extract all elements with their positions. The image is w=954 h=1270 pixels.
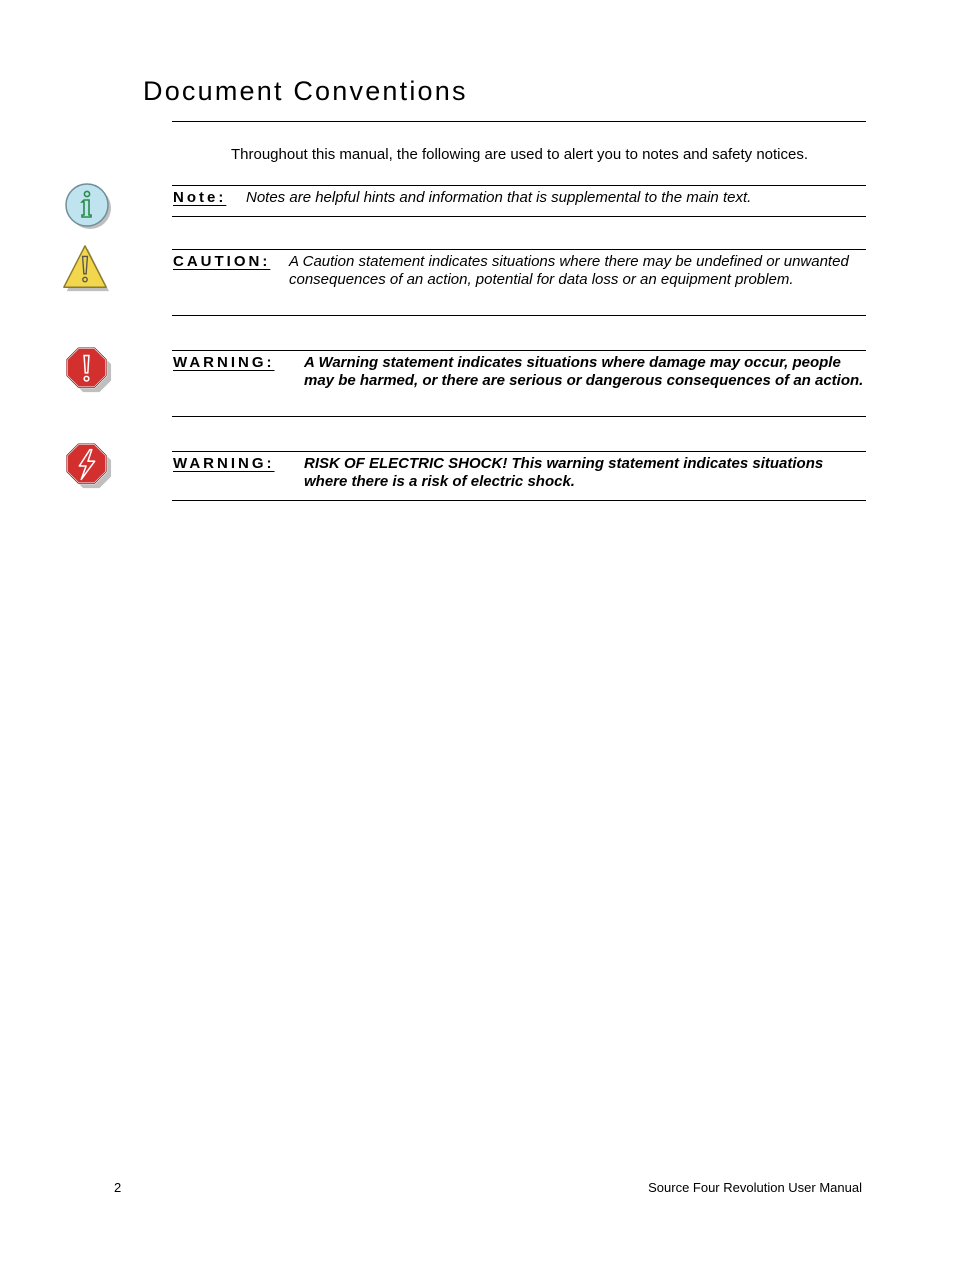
caution-bottom-rule [172, 315, 866, 316]
info-icon [62, 181, 112, 231]
shock-warning-label: WARNING: [173, 455, 275, 472]
shock-top-rule [172, 451, 866, 452]
warning-bottom-rule [172, 416, 866, 417]
page-number: 2 [114, 1180, 122, 1195]
caution-label: CAUTION: [173, 253, 271, 270]
note-label: Note: [173, 189, 227, 206]
warning-text: A Warning statement indicates situations where damage may occur, people may be harmed, or there are serious or dangerous consequences of an action. [304, 354, 864, 389]
note-bottom-rule [172, 216, 866, 217]
footer-manual-title: Source Four Revolution User Manual [648, 1180, 862, 1195]
caution-triangle-icon [60, 243, 110, 293]
caution-top-rule [172, 249, 866, 250]
page-title: Document Conventions [143, 76, 468, 106]
intro-paragraph: Throughout this manual, the following are used to alert you to notes and safety notices. [231, 146, 809, 163]
note-top-rule [172, 185, 866, 186]
title-rule [172, 121, 866, 122]
electric-shock-icon [62, 441, 112, 491]
warning-top-rule [172, 350, 866, 351]
note-text: Notes are helpful hints and information that is supplemental to the main text. [246, 189, 752, 206]
shock-bottom-rule [172, 500, 866, 501]
stop-warning-icon [62, 345, 112, 395]
caution-text: A Caution statement indicates situations where there may be undefined or unwanted consequences of an action, potential for data loss or an equipment problem. [289, 253, 849, 288]
warning-label: WARNING: [173, 354, 275, 371]
shock-warning-text: RISK OF ELECTRIC SHOCK! This warning statement indicates situations where there is a risk of electric shock. [304, 455, 824, 490]
